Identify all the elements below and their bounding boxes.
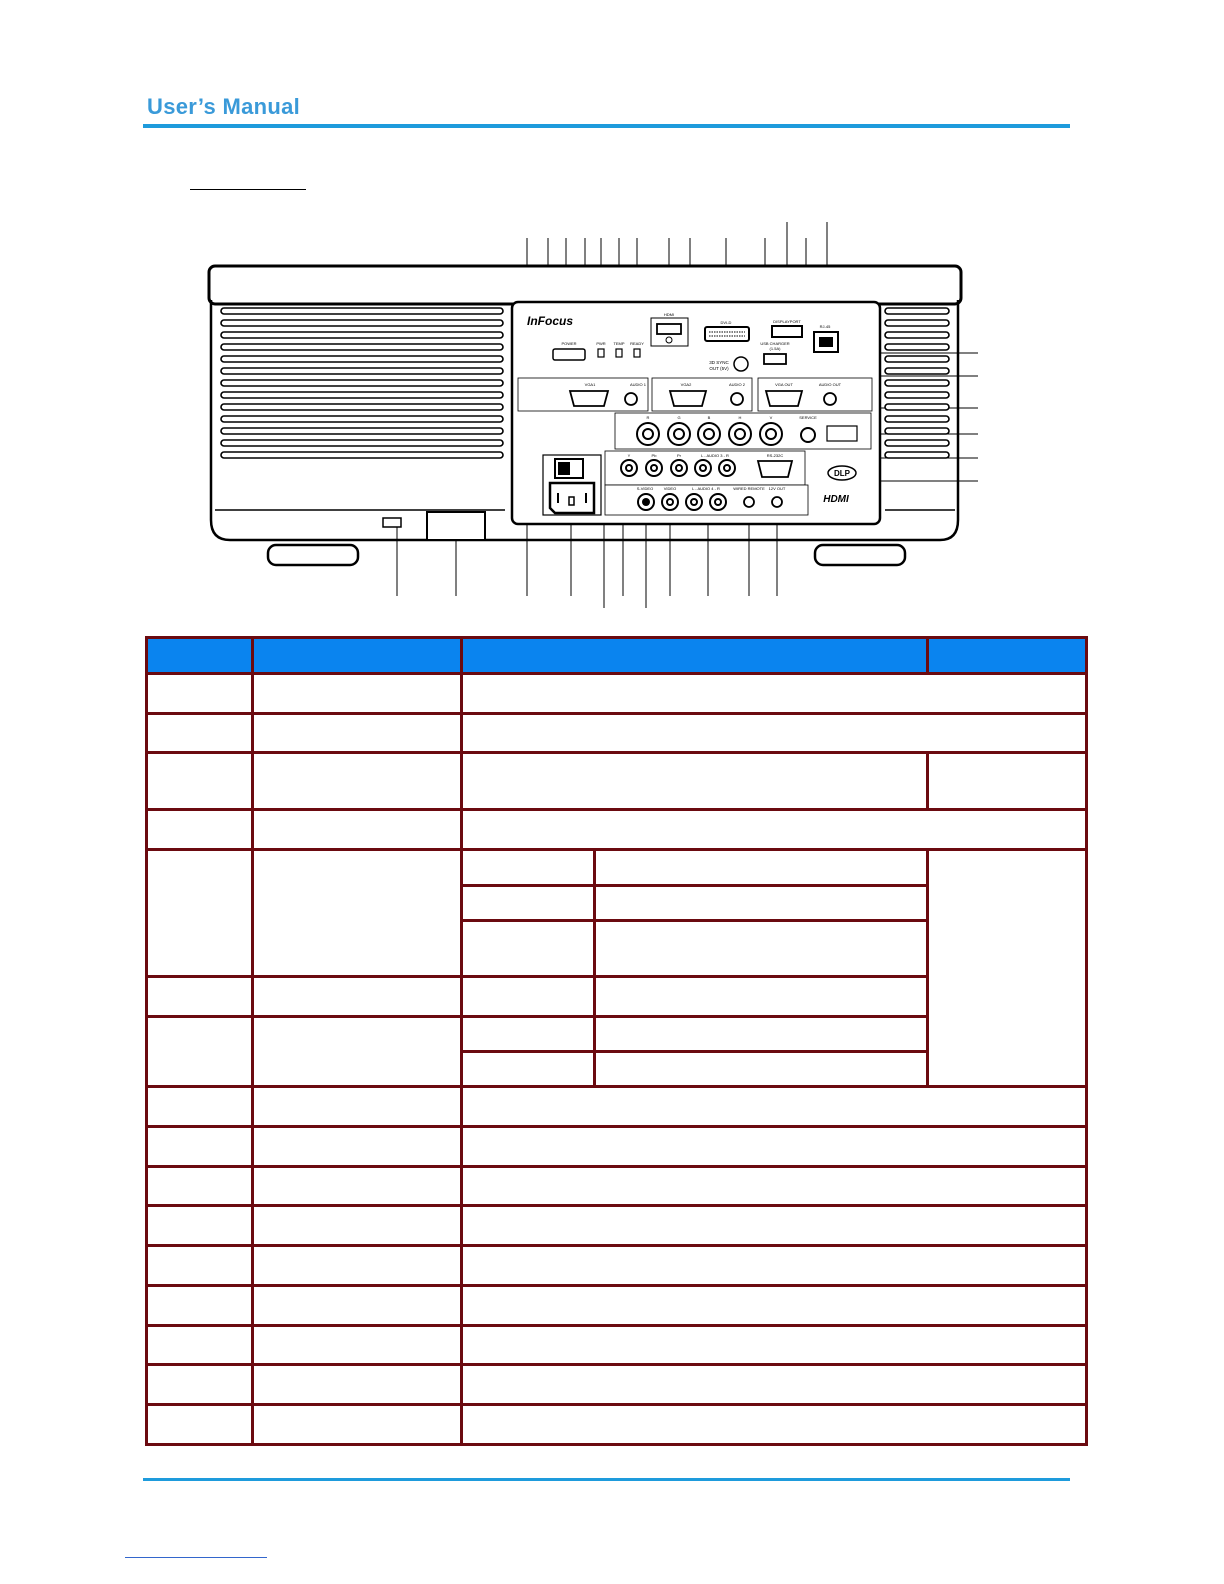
rj45-label: RJ-45 (819, 324, 831, 329)
video-audio4-rca-ports (662, 494, 726, 510)
power-label: POWER (561, 341, 577, 346)
table-row (147, 850, 1087, 886)
video-label: VIDEO (663, 486, 677, 491)
power-button (553, 349, 585, 360)
ir-sensor (827, 426, 857, 441)
svideo-label: S-VIDEO (636, 486, 654, 491)
hdmi-logo: HDMI (823, 494, 849, 505)
comp-y-label: Y (627, 453, 631, 458)
section-heading-underline (190, 189, 306, 190)
bnc-g-label: G (677, 415, 681, 420)
3d-sync-port (734, 357, 748, 371)
vgaout-port (766, 391, 802, 406)
service-port (801, 428, 815, 442)
comp-pr-label: Pr (677, 453, 681, 458)
rear-panel-figure (150, 215, 980, 615)
temp-label: TEMP (613, 341, 625, 346)
hdmi-label: HDMI (663, 312, 675, 317)
table-row (147, 1206, 1087, 1246)
dvi-label: DVI-D (720, 320, 732, 325)
bnc-v-label: V (769, 415, 773, 420)
right-vents (885, 308, 949, 458)
comp-pb-label: Pb (651, 453, 657, 458)
security-slot (383, 518, 401, 527)
table-row (147, 1286, 1087, 1326)
table-header-cell (147, 638, 253, 674)
vga2-port (670, 391, 706, 406)
left-foot (268, 545, 358, 565)
table-row (147, 1167, 1087, 1206)
sync-sub-label: OUT (5V) (709, 366, 729, 371)
table-row (147, 674, 1087, 714)
footer-rule (143, 1478, 1070, 1481)
table-header-cell (253, 638, 462, 674)
pwr-led (598, 349, 604, 357)
table-header-cell (462, 638, 928, 674)
audio4-label: L - AUDIO 4 - R (692, 486, 720, 491)
bnc-r-label: R (646, 415, 650, 420)
projector-top-edge (209, 266, 961, 304)
header-rule (143, 124, 1070, 128)
service-label: SERVICE (799, 415, 817, 420)
wired-remote-label: WIRED REMOTE (733, 486, 765, 491)
ready-label: READY (630, 341, 644, 346)
rs232-port (758, 461, 792, 477)
dvi-port (705, 327, 749, 341)
displayport-label: DISPLAYPORT (773, 319, 801, 324)
audio2-port (731, 393, 743, 405)
usb-port (764, 354, 786, 364)
table-row (147, 1087, 1087, 1127)
right-foot (815, 545, 905, 565)
usb-sub-label: (1.5A) (769, 346, 781, 351)
table-header-cell (928, 638, 1087, 674)
dlp-logo: DLP (834, 469, 850, 478)
audio1-port (625, 393, 637, 405)
sync-label: 3D SYNC (709, 360, 729, 365)
table-row (147, 1246, 1087, 1286)
pwr-label: PWR (596, 341, 606, 346)
wired-remote-port (744, 497, 754, 507)
rs232-label: RS-232C (766, 453, 784, 458)
audio1-label: AUDIO 1 (629, 382, 647, 387)
vga2-label: VGA2 (680, 382, 692, 387)
displayport-port (772, 326, 802, 337)
table-row (147, 1405, 1087, 1445)
audio2-label: AUDIO 2 (728, 382, 746, 387)
bnc-b-label: B (707, 415, 711, 420)
brand-logo: InFocus (527, 314, 574, 328)
table-row (147, 714, 1087, 753)
connector-table (145, 636, 1088, 1446)
table-row (147, 810, 1087, 850)
table-row (147, 753, 1087, 810)
header-title: User’s Manual (147, 94, 301, 119)
vgaout-label: VGA OUT (775, 382, 793, 387)
audioout-label: AUDIO OUT (818, 382, 842, 387)
ready-led (634, 349, 640, 357)
dc-out-port (772, 497, 782, 507)
temp-led (616, 349, 622, 357)
vga1-label: VGA1 (584, 382, 596, 387)
audio3-label: L - AUDIO 3 - R (701, 453, 729, 458)
vga1-port (570, 391, 608, 406)
table-row (147, 1326, 1087, 1365)
footer-link-underline[interactable] (125, 1557, 267, 1558)
table-row (147, 1365, 1087, 1405)
left-vents (221, 308, 503, 458)
bnc-h-label: H (738, 415, 742, 420)
usb-label: USB CHARGER (760, 341, 790, 346)
table-row (147, 1127, 1087, 1167)
table-header-row (147, 638, 1087, 674)
hdmi-port (657, 324, 681, 334)
audioout-port (824, 393, 836, 405)
security-bar (427, 512, 485, 540)
dc-out-label: 12V OUT (768, 486, 786, 491)
